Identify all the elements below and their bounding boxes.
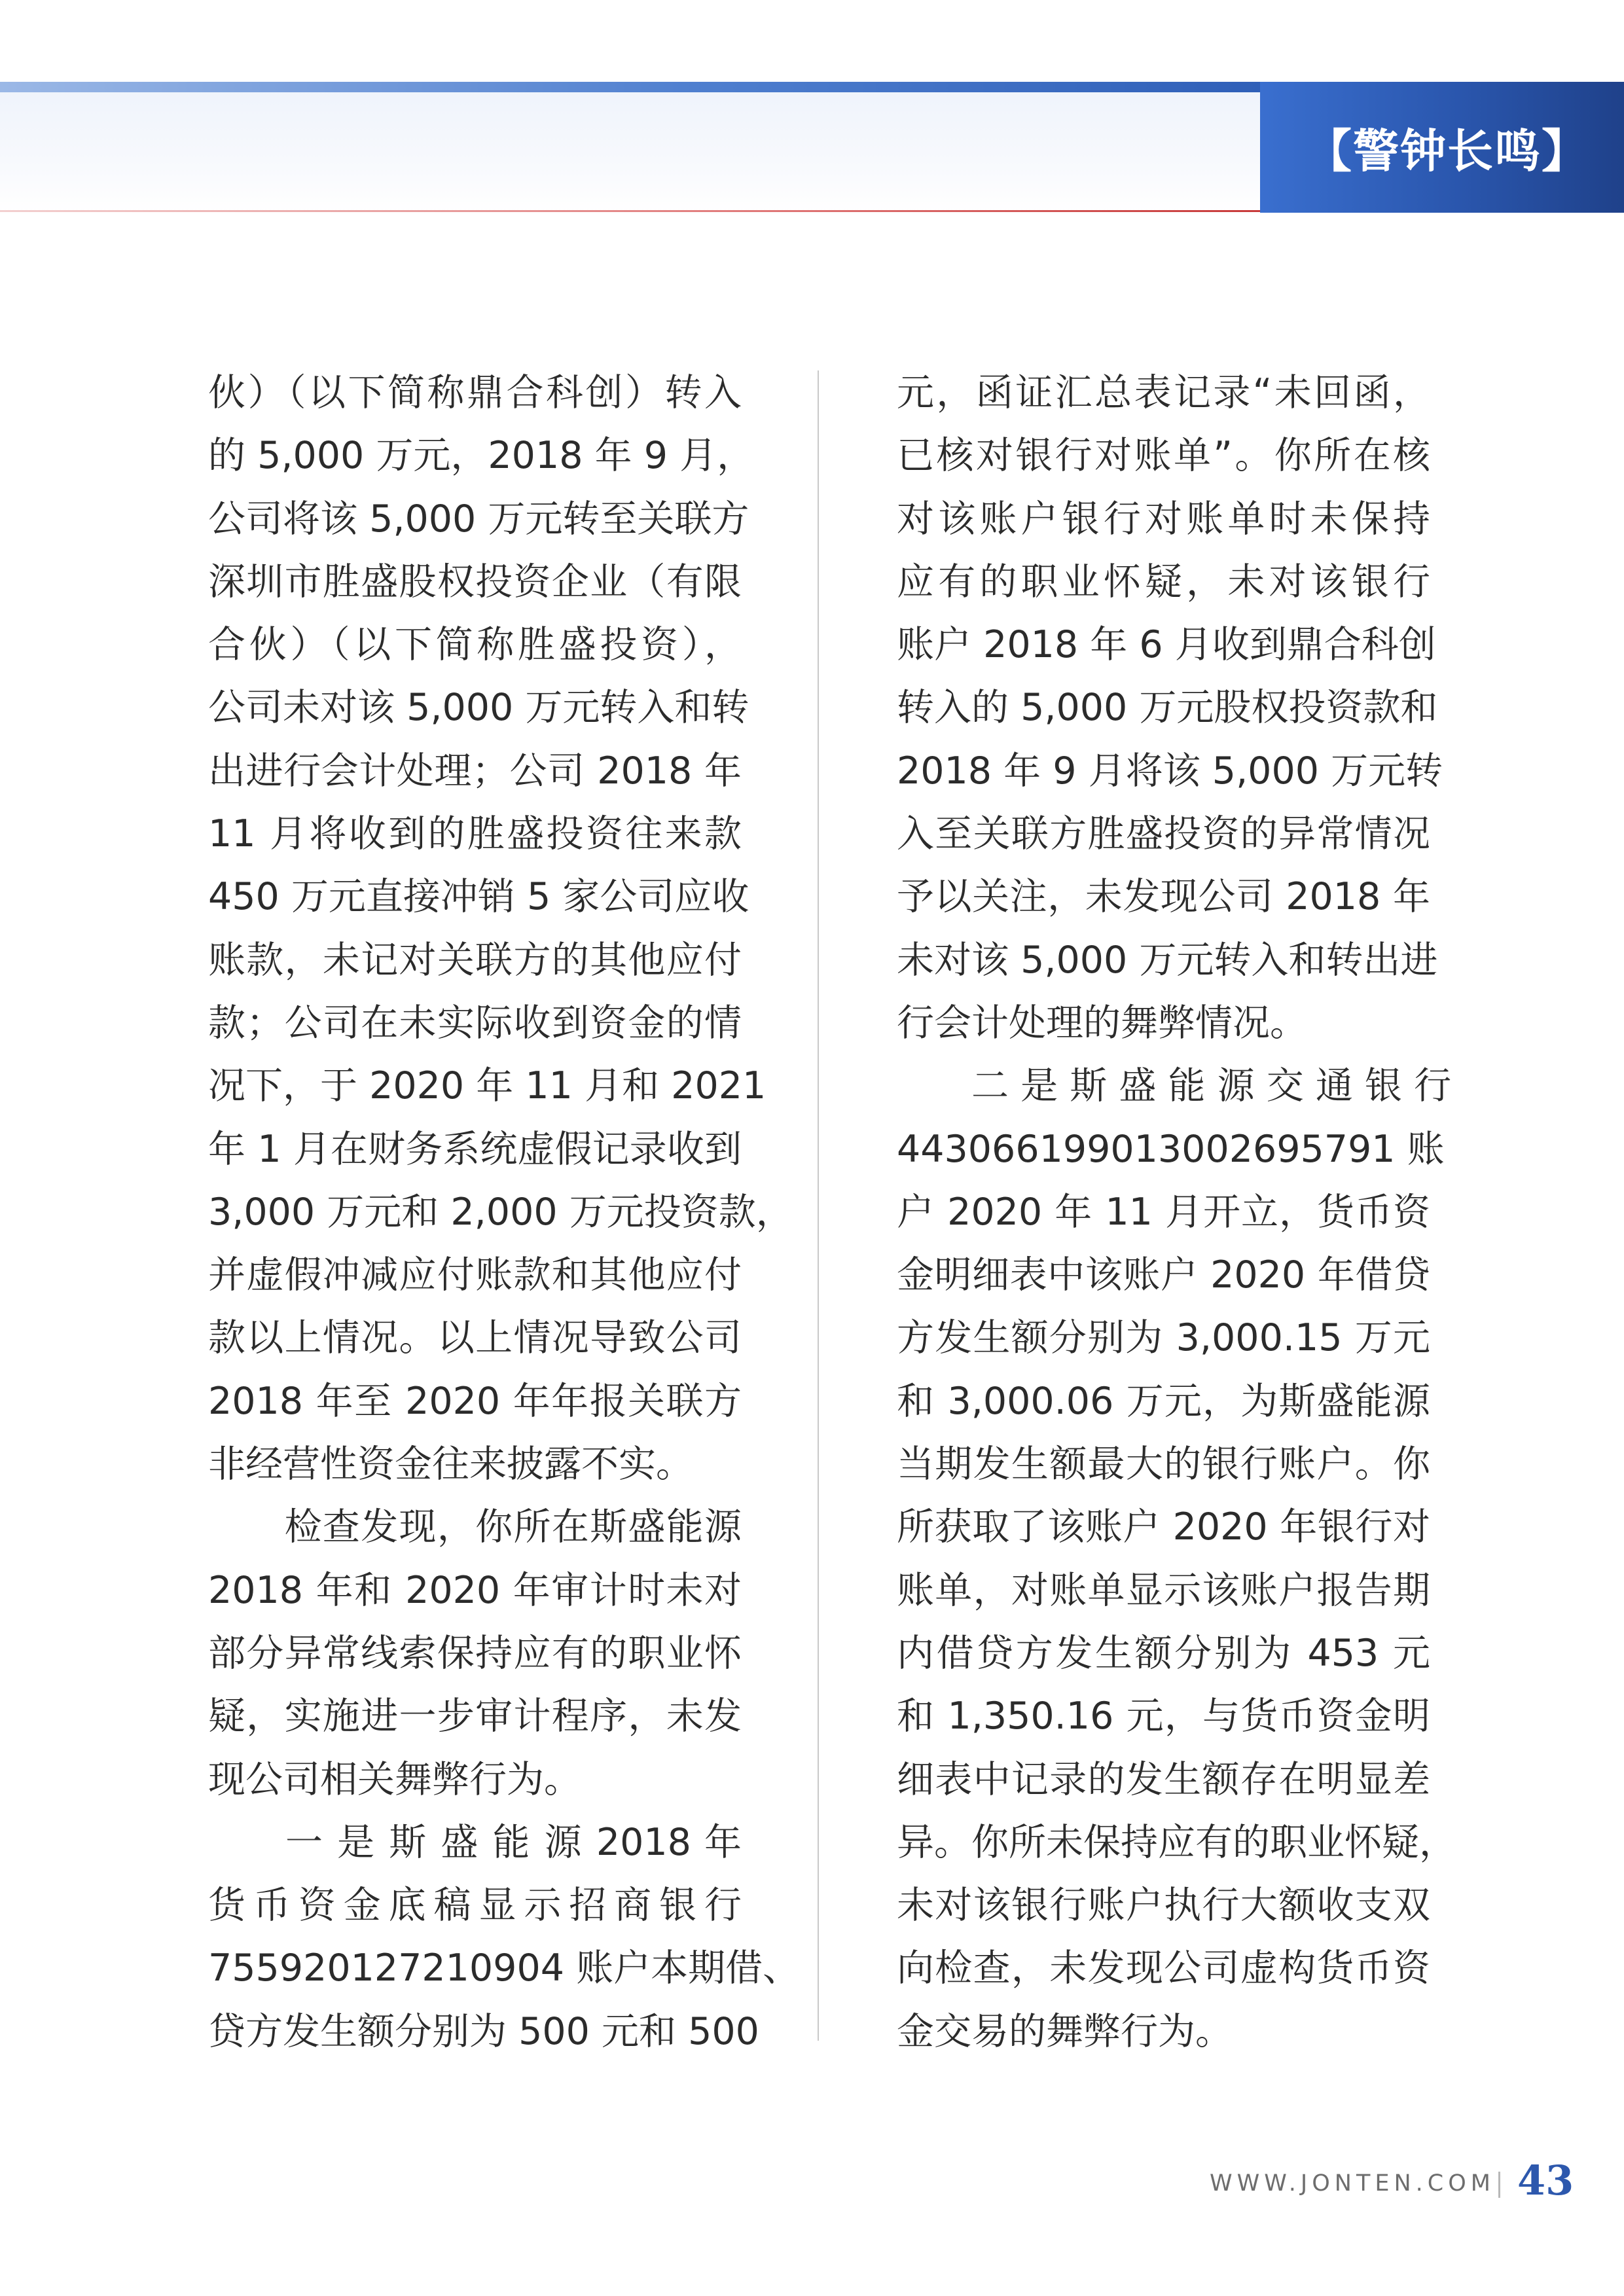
text-line: 贷方发生额分别为 500 元和 500 <box>208 2009 759 2053</box>
text-line: 2018 年和 2020 年审计时未对 <box>208 1568 742 1612</box>
text-line: 11 月将收到的胜盛投资往来款 <box>208 812 742 856</box>
text-line: 合伙）（以下简称胜盛投资）， <box>208 623 742 667</box>
left-text-column <box>208 361 801 2063</box>
footer-url: WWW.JONTEN.COM <box>1210 2170 1495 2197</box>
text-line: 元，函证汇总表记录“未回函， <box>897 371 1430 414</box>
text-line: 公司将该 5,000 万元转至关联方 <box>208 497 749 541</box>
header-top-rule <box>0 82 1260 92</box>
text-line: 一 是 斯 盛 能 源 2018 年 <box>208 1820 742 1864</box>
text-line: 应有的职业怀疑，未对该银行 <box>897 560 1430 603</box>
text-line: 当期发生额最大的银行账户。你 <box>897 1443 1430 1486</box>
footer-separator <box>1498 2172 1500 2198</box>
text-line: 金交易的舞弊行为。 <box>897 2009 1233 2053</box>
text-line: 未对该 5,000 万元转入和转出进 <box>897 938 1438 982</box>
text-line: 所获取了该账户 2020 年银行对 <box>897 1505 1430 1549</box>
text-line: 非经营性资金往来披露不实。 <box>208 1443 693 1486</box>
text-line: 755920127210904 账户本期借、 <box>208 1946 801 1990</box>
text-line: 况下，于 2020 年 11 月和 2021 <box>208 1064 767 1108</box>
text-line: 的 5,000 万元，2018 年 9 月， <box>208 434 755 478</box>
text-line: 予以关注，未发现公司 2018 年 <box>897 875 1430 919</box>
text-line: 账款，未记对关联方的其他应付 <box>208 938 742 982</box>
text-line: 部分异常线索保持应有的职业怀 <box>208 1631 742 1675</box>
text-line: 443066199013002695791 账 <box>897 1127 1445 1171</box>
text-line: 未对该银行账户执行大额收支双 <box>897 1884 1430 1928</box>
text-line: 转入的 5,000 万元股权投资款和 <box>897 686 1438 730</box>
text-line: 异。你所未保持应有的职业怀疑， <box>897 1820 1456 1864</box>
text-line: 账单，对账单显示该账户报告期 <box>897 1568 1430 1612</box>
column-divider <box>818 370 819 2041</box>
text-line: 3,000 万元和 2,000 万元投资款， <box>208 1190 793 1234</box>
text-line: 账户 2018 年 6 月收到鼎合科创 <box>897 623 1436 667</box>
text-line: 方发生额分别为 3,000.15 万元 <box>897 1316 1430 1360</box>
text-line: 细表中记录的发生额存在明显差 <box>897 1757 1430 1801</box>
right-text-column <box>897 361 1456 2063</box>
text-line: 出进行会计处理；公司 2018 年 <box>208 749 742 793</box>
text-line: 款以上情况。以上情况导致公司 <box>208 1316 742 1360</box>
text-line: 疑，实施进一步审计程序，未发 <box>208 1695 742 1738</box>
text-line: 和 1,350.16 元，与货币资金明 <box>897 1695 1430 1738</box>
section-tag: 【警钟长鸣】 <box>1260 82 1624 213</box>
text-line: 2018 年至 2020 年年报关联方 <box>208 1379 742 1423</box>
header-bottom-rule <box>0 210 1260 212</box>
text-line: 金明细表中该账户 2020 年借贷 <box>897 1253 1430 1297</box>
text-line: 伙）（以下简称鼎合科创）转入 <box>208 371 742 414</box>
text-line: 户 2020 年 11 月开立，货币资 <box>897 1190 1430 1234</box>
text-line: 向检查，未发现公司虚构货币资 <box>897 1946 1430 1990</box>
text-line: 并虚假冲减应付账款和其他应付 <box>208 1253 742 1297</box>
text-line: 货币资金底稿显示招商银行 <box>208 1884 742 1928</box>
text-line: 对该账户银行对账单时未保持 <box>897 497 1430 541</box>
text-line: 行会计处理的舞弊情况。 <box>897 1001 1307 1045</box>
text-line: 现公司相关舞弊行为。 <box>208 1757 581 1801</box>
text-line: 款；公司在未实际收到资金的情 <box>208 1001 742 1045</box>
page-number: 43 <box>1517 2157 1574 2204</box>
text-line: 检查发现，你所在斯盛能源 <box>208 1505 742 1549</box>
text-line: 入至关联方胜盛投资的异常情况 <box>897 812 1430 856</box>
text-line: 内借贷方发生额分别为 453 元 <box>897 1631 1430 1675</box>
text-line: 深圳市胜盛股权投资企业（有限 <box>208 560 742 603</box>
text-line: 和 3,000.06 万元，为斯盛能源 <box>897 1379 1430 1423</box>
text-line: 已核对银行对账单”。你所在核 <box>897 434 1430 478</box>
text-line: 2018 年 9 月将该 5,000 万元转 <box>897 749 1443 793</box>
text-line: 年 1 月在财务系统虚假记录收到 <box>208 1127 742 1171</box>
text-line: 二 是 斯 盛 能 源 交 通 银 行 <box>897 1064 1452 1108</box>
text-line: 450 万元直接冲销 5 家公司应收 <box>208 875 749 919</box>
text-line: 公司未对该 5,000 万元转入和转 <box>208 686 749 730</box>
